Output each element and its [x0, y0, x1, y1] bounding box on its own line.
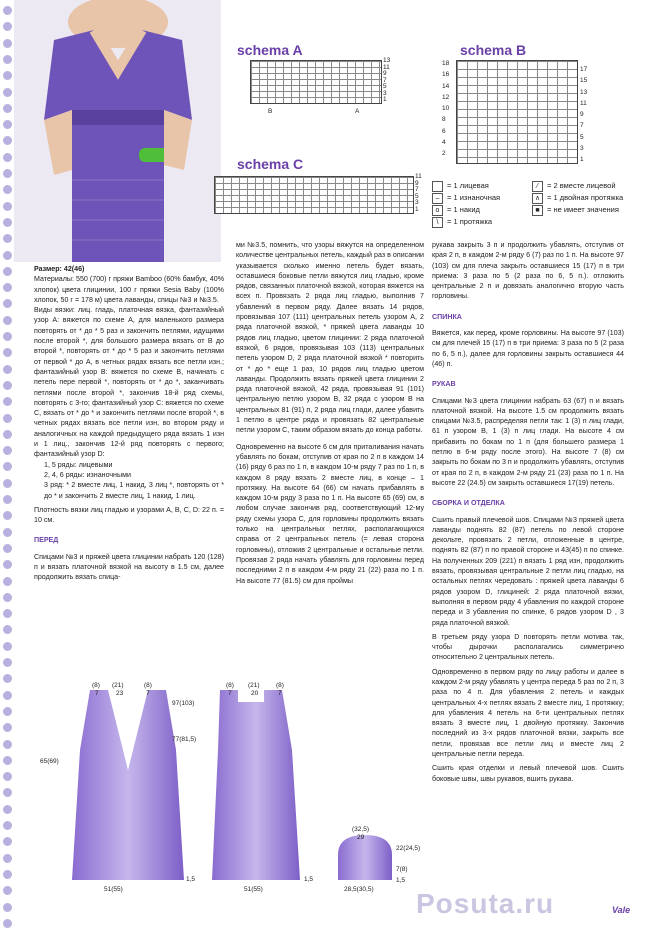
binding-ring — [3, 462, 12, 471]
legend-row — [432, 204, 632, 216]
binding-ring — [3, 886, 12, 895]
binding-ring — [3, 593, 12, 602]
row-number: 17 — [580, 66, 588, 73]
row-number: 7 — [580, 122, 584, 130]
assembly-text-4: Сшить края отделки и левый плечевой шов. Сшить боковые швы, швы рукавов, вшить рукава. — [432, 764, 624, 783]
back-piece — [212, 690, 300, 880]
row-number: 8 — [442, 116, 446, 124]
schema-b-title: schema B — [460, 42, 527, 58]
binding-ring — [3, 153, 12, 162]
front-top-dim-5: 23 — [116, 690, 124, 697]
back-top-dim-5: 20 — [251, 690, 259, 697]
binding-ring — [3, 740, 12, 749]
pattern-d-row2: 2, 4, 6 ряды: изнаночными — [44, 470, 131, 479]
sleeve-side-dim-3: 1,5 — [396, 877, 406, 884]
binding-ring — [3, 723, 12, 732]
legend-item — [432, 204, 532, 216]
legend-item — [532, 192, 632, 204]
binding-ring — [3, 772, 12, 781]
sleeve-top-dim-2: 29 — [357, 834, 365, 841]
binding-ring — [3, 316, 12, 325]
sleeve-heading: РУКАВ — [432, 380, 456, 389]
front-shaping-text: Одновременно на высоте 6 см для приталивания начать убавлять по бокам, отступив от края по 2 п в каждом 14 (16) ряду 6 раз по 1 п, в каждом 10-м ряду 7 раз по 1 п, в каждом 8 ряду вязать 2 вместе лиц, в конце – 1 протяжку. На высоте 64 (66) см начать прибавлять в каждом 10-м ряду 3 раза по 1 п. На высоте 65 (69) см, в любом случае закончив ряд, соответствующий 12-му ряду схемы узора С, для горловины продолжить вязать только на центральных петлях, располагающихся справа от 2 центральных петель (= левая сторона горловины), отложив 2 центральные и остальные петли. Провязав 2 ряда начать убавлять для горловины перед последними 2 п в каждом 4-м ряду 21 (22) раза по 1 п. На высоте 77 (81.5) см для проймы — [236, 442, 424, 585]
front-continued-text: ми №3.5, помнить, что узоры вяжутся на определенном количестве центральных петель, каждый раз в описании указывается сколько именно петель будет вязать, оставшиеся боковые петли вяжутся лиц гладью, кроме рядов, связанных платочной вязкой, которая вяжется на всех п. Провязать 2 ряда лиц гладью, выполнив 7 убавлений в первом ряду. Далее вязать 14 рядов, провязывая 107 (111) центральных петель узором А, 2 ряда платочной вязкой, * пряжей цвета лаванды 10 рядов лиц гладью, цветом глицинии: 2 ряда платочной вязкой, 6 рядов, провязывая 103 (113) центральных петель узором D, 2 ряда платочной вязкой * повторить от * до * еще 1 раз, 10 рядов лиц гладью цветом лаванды. Продолжить вязать пряжей цвета глицинии 2 ряда платочной вязкой, 42 ряда, провязывая 91 (101) центральную петлю узором В, 32 ряда с узором В на центральных 81 (91) п, 2 ряда лиц глади, далее убавить 1 петлю в центре ряда и провязать 82 центральные петли узором С, таким образом вязать до конца работы. — [236, 241, 424, 435]
legend-symbol-icon: \ — [432, 217, 443, 228]
row-number: 7 — [415, 186, 419, 193]
front-hem-dim: 1,5 — [186, 876, 196, 883]
binding-ring — [3, 577, 12, 586]
binding-ring — [3, 267, 12, 276]
garment-schematics — [20, 650, 420, 900]
legend-symbol-icon: – — [432, 193, 443, 204]
front-top-dim-4: 7 — [95, 690, 99, 697]
binding-ring — [3, 788, 12, 797]
back-bottom-dim: 51(55) — [244, 886, 263, 893]
row-number: 16 — [442, 71, 450, 79]
legend-label: = 2 вместе лицевой — [547, 181, 616, 190]
binding-ring — [3, 870, 12, 879]
binding-ring — [3, 707, 12, 716]
row-number: 5 — [580, 133, 584, 141]
binding-ring — [3, 88, 12, 97]
row-number: 9 — [415, 179, 419, 187]
binding-ring — [3, 691, 12, 700]
legend-label: = 1 накид — [447, 205, 480, 214]
binding-ring — [3, 430, 12, 439]
legend-item — [432, 192, 532, 204]
front-side-dim-1: 97(103) — [172, 700, 195, 707]
row-number: 12 — [442, 93, 450, 101]
front-side-dim-2: 77(81,5) — [172, 736, 197, 743]
row-number: 3 — [415, 199, 419, 206]
binding-ring — [3, 299, 12, 308]
binding-ring — [3, 381, 12, 390]
front-top-dim-1: (8) — [92, 682, 100, 689]
sleeve-text: Спицами №3 цвета глицинии набрать 63 (67) п и вязать платочной вязкой. На высоте 1.5 см продолжить вязать спицами №3.5, распределяя петли так: 1 (3) п лиц глади, 61 п узором В, 1 (3) п лиц глади. На высоте 4 см прибавить по бокам по 1 п (для большего размера 1 петлю в 6-м ряду после этого). На высоте 7 (8) см закрыть по бокам по 3 п и продолжить убавлять, отступив от края по 2 п, в каждом 2-м ряду 21 (23) раза по 1 п. На высоте 22 (24.5) см закрыть оставшиеся 17(19) петель. — [432, 396, 624, 487]
schema-a-row-numbers — [383, 58, 390, 104]
sleeve-bottom-dim: 28,5(30,5) — [344, 886, 374, 893]
row-number: 11 — [383, 63, 390, 71]
size-line: Размер: 42(46) — [34, 265, 85, 273]
binding-ring — [3, 251, 12, 260]
row-number: 10 — [442, 105, 450, 113]
sleeve-side-dim-1: 22(24,5) — [396, 845, 421, 852]
binding-ring — [3, 854, 12, 863]
binding-ring — [3, 6, 12, 15]
assembly-heading: СБОРКА И ОТДЕЛКА — [432, 499, 505, 508]
legend-label: = не имеет значения — [547, 205, 619, 214]
column-3 — [432, 240, 624, 784]
schema-a-mark-a: A — [355, 108, 360, 115]
assembly-text-2: В третьем ряду узора D повторять петли мотива так, чтобы дырочки располагались симметрично относительно 2 центральных петель. — [432, 632, 624, 662]
row-number: 1 — [383, 96, 387, 103]
back-top-dim-6: 7 — [278, 690, 282, 697]
schema-a-title: schema A — [237, 42, 303, 58]
binding-ring — [3, 120, 12, 129]
magazine-page-mark: Vale — [612, 905, 631, 915]
binding-ring — [3, 234, 12, 243]
row-number: 2 — [442, 150, 446, 158]
binding-ring — [3, 446, 12, 455]
binding-ring — [3, 365, 12, 374]
binding-ring — [3, 495, 12, 504]
binding-ring — [3, 136, 12, 145]
legend-symbol-icon: o — [432, 205, 443, 216]
row-number: 14 — [442, 82, 450, 90]
row-number: 13 — [580, 88, 588, 96]
front-top-dim-2: (21) — [112, 682, 124, 689]
assembly-text-1: Сшить правый плечевой шов. Спицами №3 пряжей цвета лаванды поднять 82 (87) петель по левой стороне декольте, провязать 2 петли, отложенные в центре, поднять 82 (87) п по правой стороне и 43(45) п по спинке. На полученных 209 (221) п вязать 1 ряд изн, продолжить вязать, провязывая центральные 2 петли лиц гладью, на остальных петлях чередовать : пряжей цвета лаванды 6 рядов узором D, глициней: 2 ряда платочной вязки, выполняя в первом ряду 4 убавления по каждой стороне переда и 3 убавления по спинке, 6 рядов узором D , 3 ряда платочной вязкой. — [432, 515, 624, 627]
binding-ring — [3, 756, 12, 765]
binding-ring — [3, 218, 12, 227]
schema-b-row-numbers-right — [580, 64, 587, 166]
knitting-types-text: Виды вязки: лиц. гладь, платочная вязка, фантазийный узор А: вяжется по схеме А, для маленького размера повторять от * до * 5 раз и закончить петлями, идущими после второй *, для большого размера вязать от В до второй *, повторять от * до * 5 раз и закончить петлями от первой * до А, в четных рядах вязать все петли изн.; фантазийный узор В: вяжется по схеме В, начинать с петель пере первой *, повторять от * до *, заканчивать петлями после второй *, закончив 18-й ряд схемы, повторять с 3-го; фантазийный узор С: вяжется по схеме С, вязать от * до * и закончить петлями после второй *, в четных рядах вязать все петли изн, во втором ряду и аналогичных на каждой предыдущего ряда вязать 1 изн и 1 лиц., закончив 12-й ряд повторять с первого; фантазийный узор D: — [34, 306, 224, 459]
binding-ring — [3, 185, 12, 194]
front-bottom-dim: 51(55) — [104, 886, 123, 893]
spiral-binding — [0, 0, 14, 934]
row-number: 11 — [580, 99, 587, 107]
row-number: 13 — [383, 57, 391, 64]
materials-text: Материалы: 550 (700) г пряжи Bamboo (60% бамбук, 40% хлопок) цвета глицинии, 100 г пряжи Sesia Baby (100% хлопок, 50 г = 178 м) цвета лаванды, спицы №3 и №3.5. — [34, 275, 224, 304]
binding-ring — [3, 544, 12, 553]
row-number: 6 — [442, 127, 446, 135]
row-number: 3 — [580, 145, 584, 153]
binding-ring — [3, 674, 12, 683]
legend-item — [432, 216, 532, 228]
binding-ring — [3, 821, 12, 830]
binding-ring — [3, 22, 12, 31]
schema-c-row-numbers — [415, 174, 422, 213]
legend-item — [532, 180, 632, 192]
row-number: 9 — [383, 70, 387, 77]
site-watermark: Posuta.ru — [416, 888, 555, 919]
back-top-dim-4: 7 — [228, 690, 232, 697]
back-text: Вяжется, как перед, кроме горловины. На высоте 97 (103) см для плечей 15 (17) п в три приема: 3 раза по 5 (2 раза по 6, 5 п.), далее для горловины закрыть оставшиеся 44 (46) п. — [432, 329, 624, 368]
front-top-dim-3: (8) — [144, 682, 152, 689]
binding-ring — [3, 104, 12, 113]
sleeve-side-dim-2: 7(8) — [396, 866, 408, 873]
binding-ring — [3, 55, 12, 64]
binding-ring — [3, 332, 12, 341]
row-number: 15 — [580, 77, 588, 85]
binding-ring — [3, 609, 12, 618]
row-number: 11 — [415, 173, 422, 180]
legend-symbol-icon: ■ — [532, 205, 543, 216]
legend-item — [532, 204, 632, 216]
legend-symbol-icon: ∧ — [532, 193, 543, 204]
front-text: Спицами №3 и пряжей цвета глицинии набрать 120 (128) п и вязать платочной вязкой на высоту в 1.5 см, далее продолжить вязать спица- — [34, 552, 224, 582]
schema-a-grid — [250, 60, 382, 104]
binding-ring — [3, 837, 12, 846]
back-top-dim-1: (8) — [226, 682, 234, 689]
binding-ring — [3, 625, 12, 634]
row-number: 18 — [442, 60, 450, 67]
legend-row — [432, 192, 632, 204]
schema-b-grid — [456, 60, 578, 164]
symbol-legend — [432, 180, 632, 228]
row-number: 5 — [383, 83, 387, 90]
legend-item — [432, 180, 532, 192]
pattern-d-row1: 1, 5 ряды: лицевыми — [44, 460, 113, 469]
sleeve-top-dim-1: (32,5) — [352, 826, 369, 833]
column-1 — [34, 264, 224, 583]
binding-ring — [3, 658, 12, 667]
density-text: Плотность вязки лиц гладью и узорами А, В, С, D: 22 п. = 10 см. — [34, 505, 224, 525]
binding-ring — [3, 39, 12, 48]
schema-a-mark-b: B — [268, 108, 273, 115]
row-number: 1 — [415, 205, 419, 213]
dress-illustration — [14, 0, 221, 262]
binding-ring — [3, 511, 12, 520]
binding-ring — [3, 528, 12, 537]
row-number: 9 — [580, 111, 584, 119]
binding-ring — [3, 169, 12, 178]
assembly-text-3: Одновременно в первом ряду по лицу работы и далее в каждом 2-м ряду убавлять у центра переда 5 раз по 2 п, 3 раза по 4 п. Для убавления 2 петель и каждых центральных 4-х петлях вязать 2 вместе лиц, 1 протяжку; для убавления 4 петель на 6-ти центральных петлях вязать 3 вместе лиц, 1 двойную протяжку. Закончив последний из 3-х рядов платочной вязки, закрыть все петли, провязав все петли лиц и вместе лиц 2 центральные петли переда. — [432, 667, 624, 759]
binding-ring — [3, 805, 12, 814]
front-piece — [72, 690, 184, 880]
back-heading: СПИНКА — [432, 312, 462, 321]
binding-ring — [3, 479, 12, 488]
back-top-dim-2: (21) — [248, 682, 260, 689]
legend-row — [432, 216, 632, 228]
column-2 — [236, 240, 424, 586]
binding-ring — [3, 642, 12, 651]
legend-label: = 1 протяжка — [447, 217, 493, 226]
binding-ring — [3, 397, 12, 406]
binding-ring — [3, 202, 12, 211]
binding-ring — [3, 560, 12, 569]
row-number: 7 — [383, 76, 387, 84]
legend-symbol-icon — [432, 181, 443, 192]
front-top-dim-6: 7 — [146, 690, 150, 697]
dress-photo — [14, 0, 221, 262]
legend-row — [432, 180, 632, 192]
binding-ring — [3, 283, 12, 292]
legend-symbol-icon: ⁄ — [532, 181, 543, 192]
front-finish-text: рукава закрыть 3 п и продолжить убавлять, отступив от края 2 п, в каждом 2-м ряду 6 (7) раз по 1 п. На высоте 97 (103) см для плеча закрыть оставшиеся 15 (17) п в три приема: 3 раза по 5 (2 раза по 6, 5 п.). отложить центральные 2 п и довязать аналогично вторую часть горловины. — [432, 241, 624, 301]
legend-label: = 1 двойная протяжка — [547, 193, 624, 202]
binding-ring — [3, 903, 12, 912]
schema-c-grid — [214, 176, 414, 214]
legend-label: = 1 лицевая — [447, 181, 489, 190]
binding-ring — [3, 348, 12, 357]
row-number: 3 — [383, 89, 387, 97]
schema-b-row-numbers-left — [442, 58, 449, 160]
legend-label: = 1 изнаночная — [447, 193, 501, 202]
front-heading: ПЕРЕД — [34, 536, 59, 545]
back-hem-dim: 1,5 — [304, 876, 314, 883]
schema-c-title: schema C — [237, 156, 304, 172]
binding-ring — [3, 919, 12, 928]
back-top-dim-3: (8) — [276, 682, 284, 689]
row-number: 1 — [580, 156, 584, 164]
front-side-dim-3: 65(69) — [40, 758, 59, 765]
pattern-d-row3: 3 ряд: * 2 вместе лиц, 1 накид, 3 лиц *, повторять от * до * и закончить 2 вместе лиц, 1 накид, 1 лиц. — [44, 481, 224, 500]
binding-ring — [3, 71, 12, 80]
binding-ring — [3, 414, 12, 423]
sleeve-piece — [338, 835, 392, 880]
row-number: 5 — [415, 192, 419, 200]
row-number: 4 — [442, 139, 446, 147]
